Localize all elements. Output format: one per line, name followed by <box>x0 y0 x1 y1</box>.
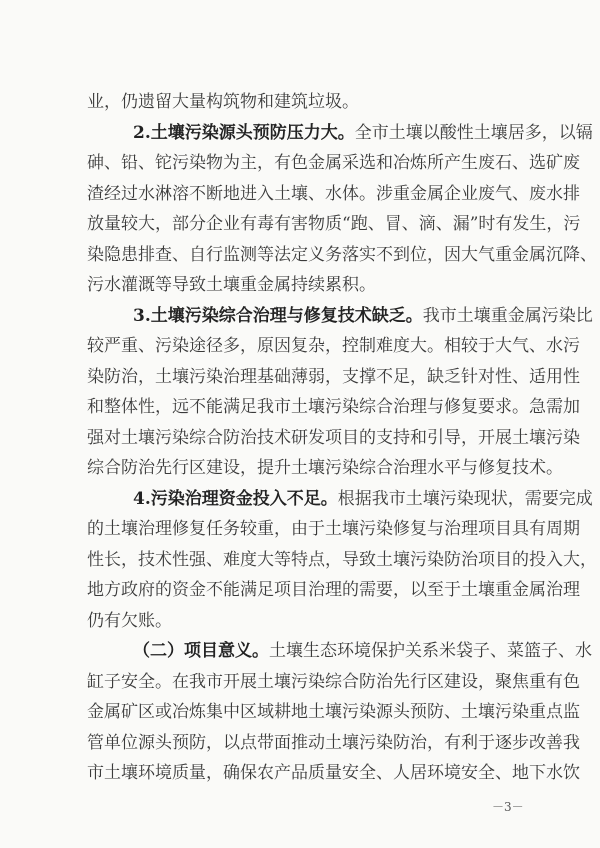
text-line: 市土壤环境质量，确保农产品质量安全、人居环境安全、地下水饮 <box>87 763 580 783</box>
text-line <box>87 118 593 149</box>
text-line: 较严重、污染途径多，原因复杂，控制难度大。相较于大气、水污 <box>87 336 580 356</box>
text-line: 放量较大，部分企业有毒有害物质“跑、冒、滴、漏”时有发生，污 <box>87 214 581 234</box>
text-span: 全市土壤以酸性土壤居多，以镉 <box>354 122 593 143</box>
text-line: 地方政府的资金不能满足项目治理的需要，以至于土壤重金属治理 <box>87 580 580 600</box>
text-line: 强对土壤污染综合防治技术研发项目的支持和引导，开展土壤污染 <box>87 427 580 448</box>
text-line: 污水灌溉等导致土壤重金属持续累积。 <box>87 275 376 295</box>
text-line <box>87 301 593 332</box>
paragraph-heading: 2.土壤污染源头预防压力大。 <box>133 122 355 143</box>
paragraph-funding <box>87 484 597 637</box>
paragraph-heading: 4.污染治理资金投入不足。 <box>133 488 338 509</box>
text-span: 土壤生态环境保护关系米袋子、菜篮子、水 <box>269 641 592 661</box>
document-page <box>87 87 597 789</box>
paragraph-remediation-technology <box>87 301 593 484</box>
text-span: 根据我市土壤污染现状，需要完成 <box>337 488 593 509</box>
text-line: 砷、铅、铊污染物为主，有色金属采选和冶炼所产生废石、选矿废 <box>87 153 580 173</box>
text-line: 仍有欠账。 <box>87 610 172 631</box>
text-line: 金属矿区或冶炼集中区域耕地土壤污染源头预防、土壤污染重点监 <box>87 702 580 722</box>
text-line: 染防治，土壤污染治理基础薄弱，支撑不足，缺乏针对性、适用性 <box>87 366 580 387</box>
text-line: 缸子安全。在我市开展土壤污染综合防治先行区建设，聚焦重有色 <box>87 671 580 692</box>
text-line: 业，仍遗留大量构筑物和建筑垃圾。 <box>87 92 359 112</box>
text-span: 我市土壤重金属污染比 <box>422 305 593 326</box>
paragraph-heading: （二）项目意义。 <box>133 641 269 661</box>
paragraph-soil-source-prevention <box>87 118 597 301</box>
text-line: 综合防治先行区建设，提升土壤污染综合治理水平与修复技术。 <box>87 458 563 478</box>
text-line: 染隐患排查、自行监测等法定义务落实不到位，因大气重金属沉降、 <box>87 244 597 265</box>
text-line: 渣经过水淋溶不断地进入土壤、水体。涉重金属企业废气、废水排 <box>87 183 580 204</box>
text-line: 管单位源头预防，以点带面推动土壤污染防治，有利于逐步改善我 <box>87 732 580 753</box>
text-line: 和整体性，远不能满足我市土壤污染综合治理与修复要求。急需加 <box>87 397 580 417</box>
text-line: 性长，技术性强、难度大等特点，导致土壤污染防治项目的投入大， <box>87 549 597 570</box>
text-line: 的土壤治理修复任务较重，由于土壤污染修复与治理项目具有周期 <box>87 519 580 539</box>
text-line <box>87 636 592 667</box>
page-number: －3－ <box>492 800 524 814</box>
text-line <box>87 484 593 515</box>
paragraph-heading: 3.土壤污染综合治理与修复技术缺乏。 <box>133 305 423 326</box>
paragraph-continuation <box>87 87 528 118</box>
paragraph-project-significance <box>87 636 592 789</box>
